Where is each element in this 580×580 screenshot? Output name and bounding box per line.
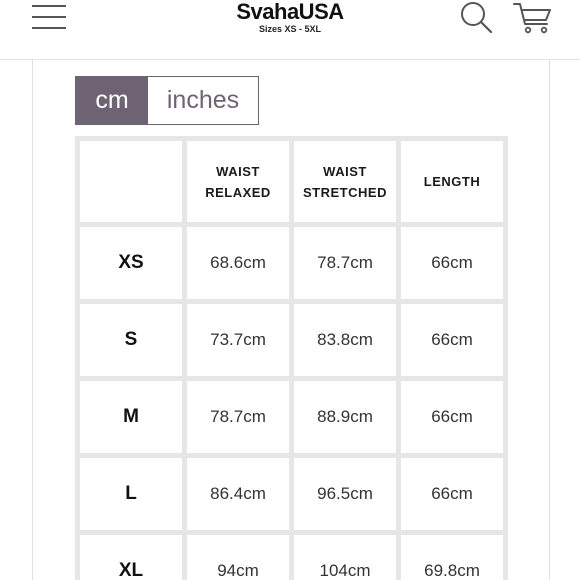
size-label: XL	[118, 560, 144, 580]
col-head-label: LENGTH	[423, 174, 481, 189]
col-head-label: WAIST STRETCHED	[303, 163, 387, 200]
search-icon[interactable]	[459, 1, 493, 33]
size-label: XS	[118, 252, 144, 273]
cart-icon[interactable]	[512, 0, 552, 34]
value-cell	[294, 227, 396, 299]
header-empty-cell	[80, 141, 182, 222]
waist-relaxed-value: 86.4cm	[210, 484, 266, 503]
table-row	[80, 535, 503, 580]
brand-logo[interactable]	[190, 0, 390, 34]
waist-stretched-value: 104cm	[319, 561, 371, 580]
size-label: M	[123, 406, 139, 427]
length-value: 66cm	[431, 407, 473, 426]
value-cell	[401, 304, 503, 376]
size-chart-table	[75, 136, 508, 580]
value-cell	[294, 304, 396, 376]
waist-relaxed-value: 68.6cm	[210, 253, 266, 272]
waist-relaxed-value: 94cm	[217, 561, 259, 580]
brand-name: SvahaUSA	[236, 0, 344, 24]
waist-stretched-value: 83.8cm	[317, 330, 373, 349]
header-length	[401, 141, 503, 222]
table-row	[80, 304, 503, 376]
value-cell	[401, 227, 503, 299]
waist-relaxed-value: 78.7cm	[210, 407, 266, 426]
size-label: S	[124, 329, 138, 350]
length-value: 66cm	[431, 253, 473, 272]
waist-stretched-value: 78.7cm	[317, 253, 373, 272]
brand-tagline: Sizes XS - 5XL	[258, 24, 322, 34]
waist-relaxed-value: 73.7cm	[210, 330, 266, 349]
unit-cm-button[interactable]: cm	[76, 77, 148, 124]
value-cell	[187, 458, 289, 530]
length-value: 66cm	[431, 330, 473, 349]
value-cell	[294, 458, 396, 530]
length-value: 66cm	[431, 484, 473, 503]
value-cell	[187, 535, 289, 580]
table-row	[80, 458, 503, 530]
size-cell	[80, 381, 182, 453]
site-header	[0, 0, 580, 60]
unit-toggle	[75, 76, 259, 125]
size-cell	[80, 535, 182, 580]
value-cell	[294, 381, 396, 453]
col-head-label: WAIST RELAXED	[205, 163, 271, 200]
length-value: 69.8cm	[424, 561, 480, 580]
value-cell	[187, 227, 289, 299]
waist-stretched-value: 96.5cm	[317, 484, 373, 503]
header-waist-stretched	[294, 141, 396, 222]
value-cell	[401, 381, 503, 453]
value-cell	[401, 535, 503, 580]
table-row	[80, 381, 503, 453]
hamburger-menu-icon[interactable]	[32, 5, 66, 29]
value-cell	[294, 535, 396, 580]
unit-inches-button[interactable]: inches	[148, 77, 258, 124]
waist-stretched-value: 88.9cm	[317, 407, 373, 426]
value-cell	[187, 304, 289, 376]
table-header-row	[80, 141, 503, 222]
value-cell	[187, 381, 289, 453]
size-label: L	[125, 483, 137, 504]
size-cell	[80, 227, 182, 299]
size-cell	[80, 304, 182, 376]
value-cell	[401, 458, 503, 530]
size-cell	[80, 458, 182, 530]
header-waist-relaxed	[187, 141, 289, 222]
table-row	[80, 227, 503, 299]
